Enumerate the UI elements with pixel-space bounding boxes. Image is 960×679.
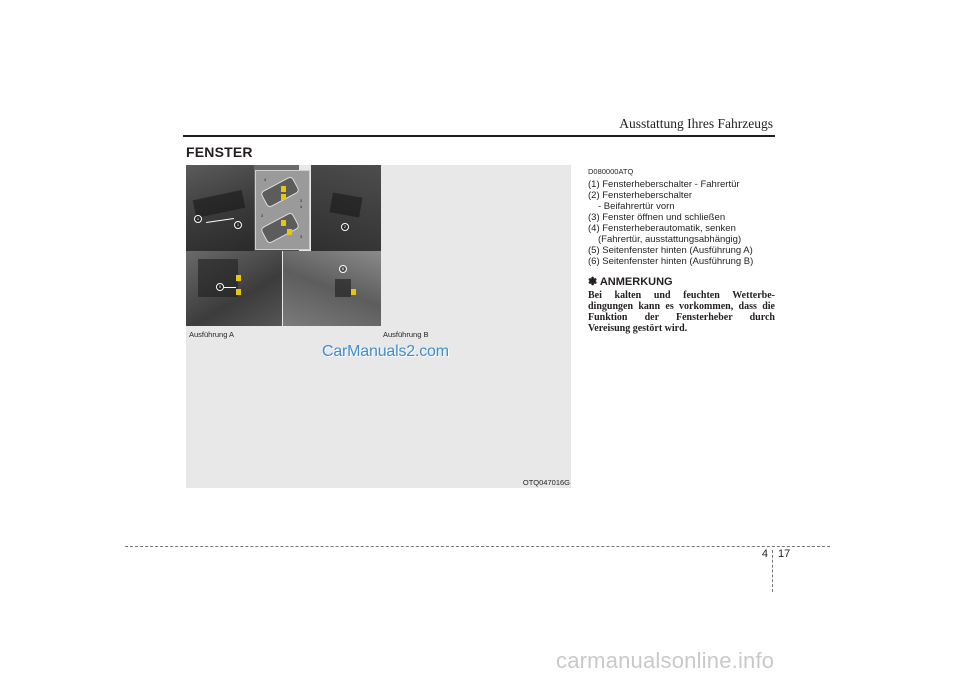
callout-3-bottom: 3 [299, 234, 303, 239]
carmanuals-watermark: CarManuals2.com [322, 343, 449, 360]
page-number: 17 [778, 548, 791, 560]
list-item: (1) Fensterheberschalter - Fahrertür [588, 179, 740, 190]
callout-1: 1 [194, 215, 202, 223]
site-watermark: carmanualsonline.info [556, 648, 775, 673]
list-item: (6) Seitenfenster hinten (Ausführung B) [588, 256, 754, 267]
section-title: FENSTER [186, 144, 253, 160]
callout-1-b: 1 [234, 221, 242, 229]
list-item: (Fahrertür, ausstattungsabhängig) [598, 234, 742, 245]
list-item: (5) Seitenfenster hinten (Ausführung A) [588, 245, 753, 256]
text-column [588, 167, 775, 334]
rear-window-photo-a [186, 251, 282, 326]
switch-detail-inset [255, 170, 310, 250]
callout-3-left: 3 [260, 213, 264, 218]
chapter-number: 4 [761, 548, 768, 560]
reference-code: D080000ATQ [588, 167, 634, 176]
caption-version-a: Ausführung A [189, 330, 235, 339]
figure-code: OTQ047016G [522, 478, 570, 487]
callout-4: 4 [263, 177, 267, 182]
footer-divider [772, 550, 773, 592]
note-body: Bei kalten und feuchten Wetterbe-dingungen kann es vorkommen, dass die Funktion der Fensterheber durch Vereisung gestört wird. [588, 290, 775, 334]
rear-window-photo-b [283, 251, 381, 326]
list-item: (2) Fensterheberschalter [588, 190, 693, 201]
window-figure [186, 165, 571, 488]
callout-6: 6 [339, 265, 347, 273]
callout-3-top: 3 [299, 198, 303, 203]
caption-version-b: Ausführung B [383, 330, 429, 339]
note-heading: ✽ ANMERKUNG [588, 276, 673, 288]
callout-5: 5 [216, 283, 224, 291]
callout-4-top: 4 [299, 204, 303, 209]
list-item: (4) Fensterheberautomatik, senken [588, 223, 736, 234]
list-item: - Beifahrertür vorn [598, 201, 675, 212]
door-panel-photo-a [186, 165, 254, 251]
callout-2: 2 [341, 223, 349, 231]
footer-rule [125, 546, 830, 547]
header-rule [183, 135, 775, 137]
running-header: Ausstattung Ihres Fahrzeugs [619, 116, 773, 131]
list-item: (3) Fenster öffnen und schließen [588, 212, 726, 223]
door-panel-photo-b [311, 165, 381, 251]
